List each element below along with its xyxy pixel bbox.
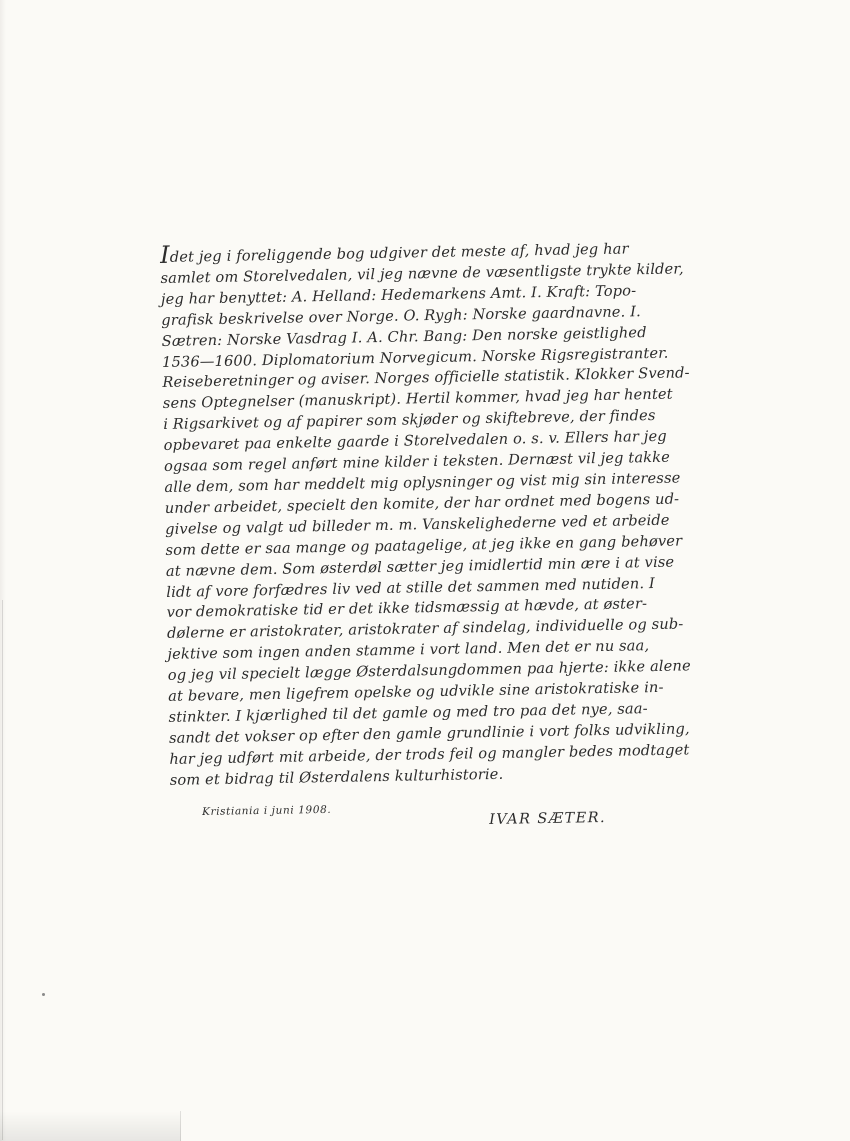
- preface-line: grafisk beskrivelse over Norge. O. Rygh: Norske gaardnavne. I.: [161, 302, 642, 329]
- author-signature: IVAR SÆTER.: [489, 809, 607, 828]
- scan-shadow: [0, 1111, 181, 1141]
- preface-line: samlet om Storelvedalen, vil jeg nævne de væsentligste trykte kilder,: [160, 260, 684, 287]
- preface-line: at bevare, men ligefrem opelske og udvikle sine aristokratiske in-: [168, 678, 664, 705]
- page-edge: [2, 600, 3, 1140]
- preface-line: som dette er saa mange og paatagelige, at jeg ikke en gang behøver: [165, 532, 683, 559]
- preface-line: dølerne er aristokrater, aristokrater af sindelag, individuelle og sub-: [166, 615, 684, 643]
- preface-line: sens Optegnelser (manuskript). Hertil kommer, hvad jeg har hentet: [162, 385, 673, 413]
- preface-line: som et bidrag til Østerdalens kulturhistorie.: [169, 765, 504, 789]
- preface-line: at nævne dem. Som østerdøl sætter jeg imidlertid min ære i at vise: [165, 553, 675, 580]
- preface-line: sandt det vokser op efter den gamle grundlinie i vort folks udvikling,: [168, 720, 690, 747]
- preface-line: i Rigsarkivet og af papirer som skjøder og skiftebreve, der findes: [163, 407, 656, 434]
- preface-line: Reiseberetninger og aviser. Norges officielle statistik. Klokker Svend-: [162, 364, 690, 392]
- paper-speck: [42, 993, 45, 996]
- preface-line: givelse og valgt ud billeder m. m. Vanskelighederne ved et arbeide: [164, 511, 670, 538]
- preface-line: jektive som ingen anden stamme i vort land. Men det er nu saa,: [167, 637, 650, 664]
- preface-line: har jeg udført mit arbeide, der trods feil og mangler bedes modtaget: [169, 741, 690, 768]
- preface-line: Sætren: Norske Vasdrag I. A. Chr. Bang: Den norske geistlighed: [161, 323, 647, 350]
- preface-text: [159, 239, 691, 791]
- preface-line: og jeg vil specielt lægge Østerdalsungdommen paa hjerte: ikke alene: [167, 657, 691, 685]
- drop-cap: I: [159, 240, 171, 269]
- preface-line: vor demokratiske tid er det ikke tidsmæssig at hævde, at øster-: [166, 595, 648, 622]
- preface-line: opbevaret paa enkelte gaarde i Storelvedalen o. s. v. Ellers har jeg: [163, 427, 667, 455]
- preface-line: 1536—1600. Diplomatorium Norvegicum. Norske Rigsregistranter.: [161, 344, 669, 371]
- preface-line: lidt af vore forfædres liv ved at stille det sammen med nutiden. I: [166, 574, 656, 601]
- place-date: Kristiania i juni 1908.: [202, 803, 332, 818]
- preface-line: stinkter. I kjærlighed til det gamle og med tro paa det nye, saa-: [168, 700, 648, 726]
- preface-line: Idet jeg i foreliggende bog udgiver det meste af, hvad jeg har: [159, 240, 629, 269]
- preface-line: under arbeidet, specielt den komite, der har ordnet med bogens ud-: [164, 490, 680, 517]
- preface-line: jeg har benyttet: A. Helland: Hedemarkens Amt. I. Kraft: Topo-: [160, 282, 637, 308]
- preface-line: ogsaa som regel anført mine kilder i teksten. Dernæst vil jeg takke: [163, 448, 671, 476]
- preface-line: alle dem, som har meddelt mig oplysninger og vist mig sin interesse: [164, 469, 681, 496]
